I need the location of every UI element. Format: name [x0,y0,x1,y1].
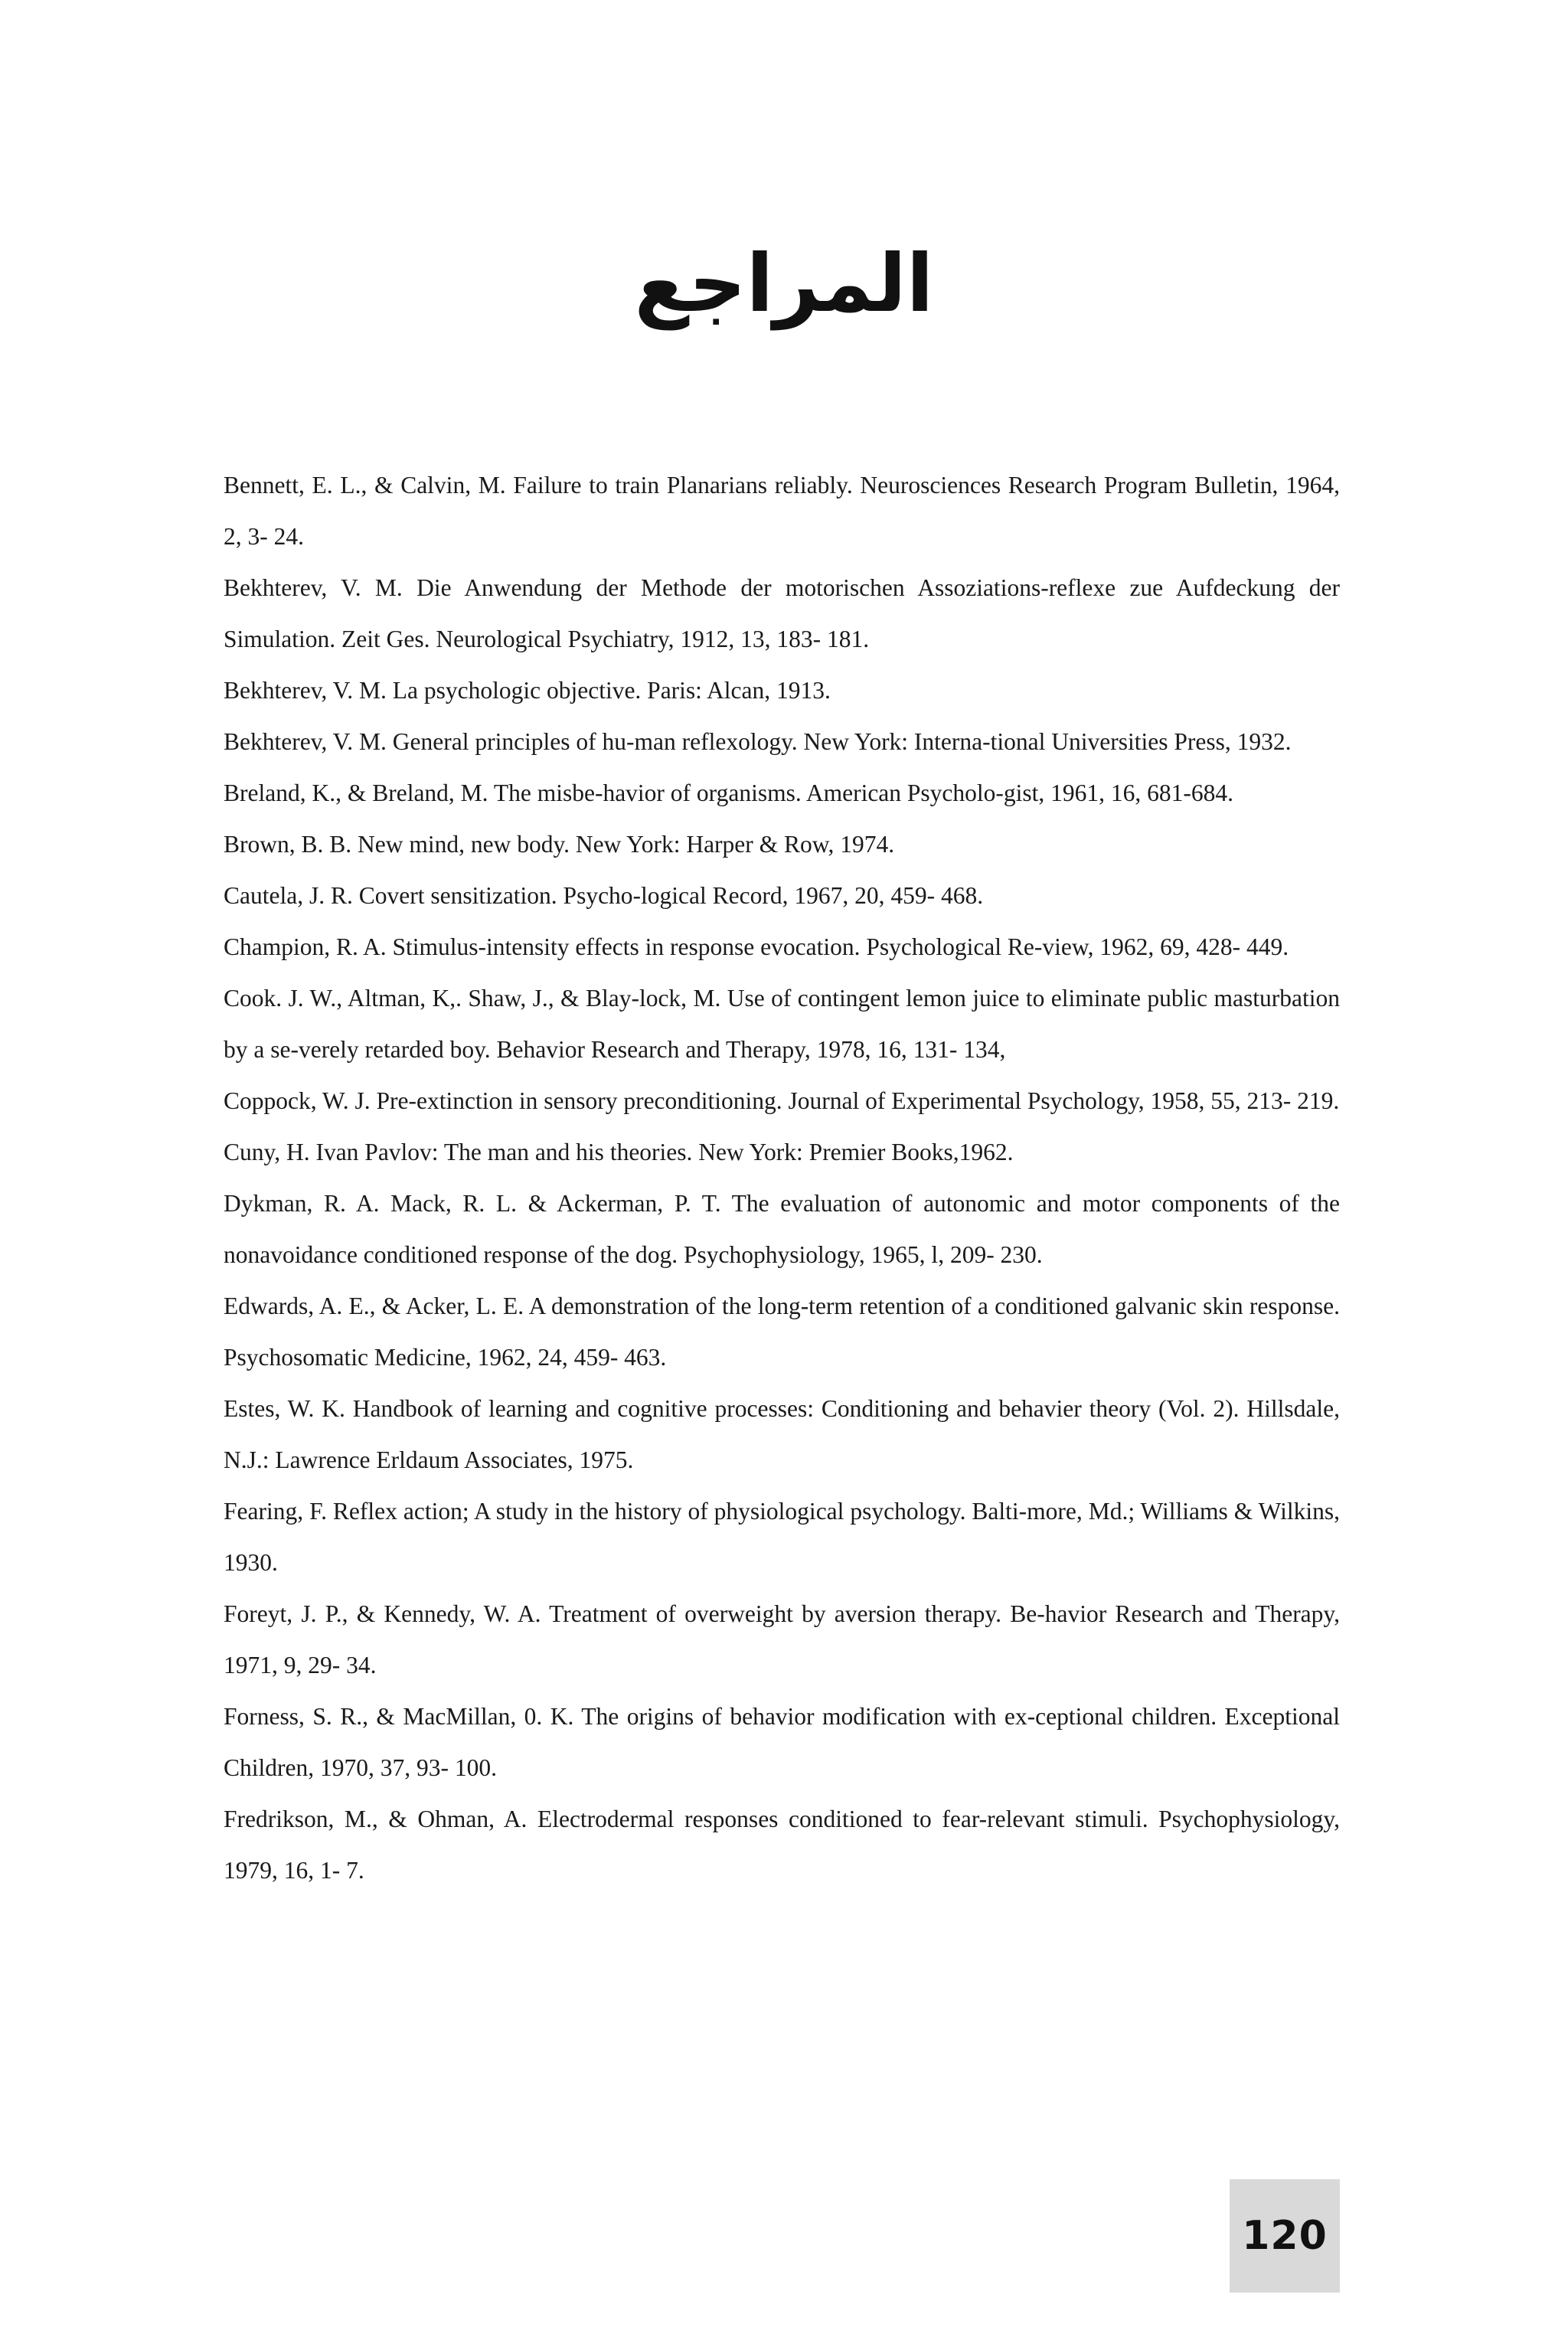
reference-item: Bekhterev, V. M. Die Anwendung der Methode der motorischen Assoziations-reflexe zue Aufdeckung der Simulation. Zeit Ges. Neurological Psychiatry, 1912, 13, 183- 181. [224,574,1340,652]
reference-item: Foreyt, J. P., & Kennedy, W. A. Treatment of overweight by aversion therapy. Be-havior Research and Therapy, 1971, 9, 29- 34. [224,1600,1340,1678]
page-number: 120 [1242,2213,1328,2259]
page-title: المراجع [634,237,934,330]
reference-item: Brown, B. B. New mind, new body. New York: Harper & Row, 1974. [224,831,895,858]
reference-item: Coppock, W. J. Pre-extinction in sensory preconditioning. Journal of Experimental Psychology, 1958, 55, 213- 219. [224,1087,1340,1114]
reference-item: Champion, R. A. Stimulus-intensity effects in response evocation. Psychological Re-view, 1962, 69, 428- 449. [224,933,1289,960]
reference-item: Bennett, E. L., & Calvin, M. Failure to train Planarians reliably. Neurosciences Research Program Bulletin, 1964, 2, 3- 24. [224,472,1340,550]
reference-item: Cook. J. W., Altman, K,. Shaw, J., & Blay-lock, M. Use of contingent lemon juice to eliminate public masturbation by a se-verely retarded boy. Behavior Research and Therapy, 1978, 16, 131- 134, [224,985,1340,1063]
reference-item: Cautela, J. R. Covert sensitization. Psycho-logical Record, 1967, 20, 459- 468. [224,882,984,909]
reference-item: Dykman, R. A. Mack, R. L. & Ackerman, P. T. The evaluation of autonomic and motor components of the nonavoidance conditioned response of the dog. Psychophysiology, 1965, l, 209- 230. [224,1190,1340,1268]
reference-item: Bekhterev, V. M. La psychologic objective. Paris: Alcan, 1913. [224,677,831,704]
reference-item: Cuny, H. Ivan Pavlov: The man and his theories. New York: Premier Books,1962. [224,1139,1014,1165]
reference-item: Forness, S. R., & MacMillan, 0. K. The origins of behavior modification with ex-ceptional children. Exceptional Children, 1970, 37, 93- 100. [224,1703,1340,1781]
reference-item: Estes, W. K. Handbook of learning and cognitive processes: Conditioning and behavier theory (Vol. 2). Hillsdale, N.J.: Lawrence Erldaum Associates, 1975. [224,1395,1340,1473]
reference-item: Fearing, F. Reflex action; A study in the history of physiological psychology. Balti-more, Md.; Williams & Wilkins, 1930. [224,1498,1340,1576]
page-number-badge [1230,2179,1340,2293]
reference-item: Bekhterev, V. M. General principles of hu-man reflexology. New York: Interna-tional Universities Press, 1932. [224,728,1292,755]
reference-item: Edwards, A. E., & Acker, L. E. A demonstration of the long-term retention of a conditioned galvanic skin response. Psychosomatic Medicine, 1962, 24, 459- 463. [224,1293,1340,1371]
reference-item: Fredrikson, M., & Ohman, A. Electrodermal responses conditioned to fear-relevant stimuli. Psychophysiology, 1979, 16, 1- 7. [224,1806,1340,1884]
reference-item: Breland, K., & Breland, M. The misbe-havior of organisms. American Psycholo-gist, 1961, 16, 681-684. [224,780,1234,806]
reference-list [224,459,1340,1896]
